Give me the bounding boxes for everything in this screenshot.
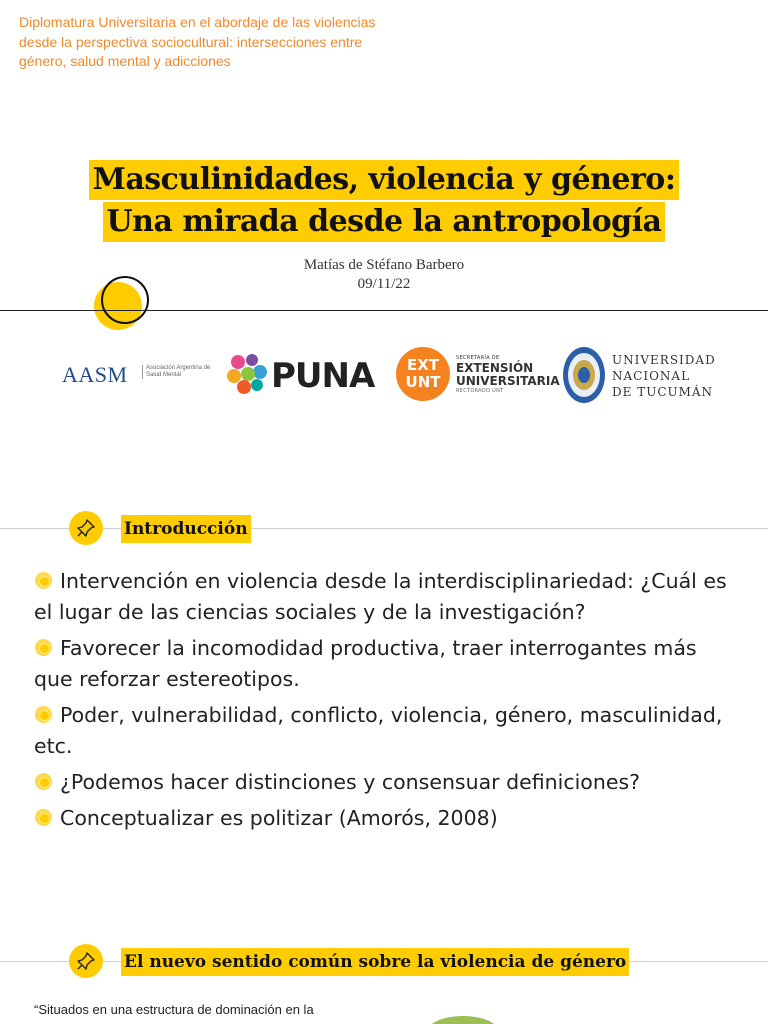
unt-logo: [562, 346, 716, 409]
list-item-text: Poder, vulnerabilidad, conflicto, violencia, género, masculinidad, etc.: [34, 703, 723, 758]
list-item-text: Intervención en violencia desde la interdisciplinariedad: ¿Cuál es el lugar de las ciencias sociales y de la investigación?: [34, 569, 727, 624]
bullet-dot-icon: [35, 639, 52, 656]
page-title: [0, 160, 768, 242]
extension-label-4: RECTORADO UNT: [456, 388, 504, 394]
quote-text: “Situados en una estructura de dominación en la: [34, 1002, 314, 1017]
extension-badge-line-1: EXT: [406, 356, 440, 374]
pin-icon: [69, 511, 103, 545]
list-item: [34, 633, 734, 695]
title-line-1: Masculinidades, violencia y género:: [89, 160, 680, 200]
decorative-circles-icon: [92, 272, 154, 334]
list-item: [34, 767, 734, 798]
extension-badge-line-2: UNT: [405, 373, 441, 391]
title-line-2: Una mirada desde la antropología: [103, 202, 666, 242]
list-item: [34, 803, 734, 834]
university-seal-icon: [562, 346, 606, 404]
aasm-logo-subtitle: Asociación Argentina de Salud Mental: [142, 365, 217, 379]
aasm-logo-text: AASM: [62, 362, 128, 387]
extension-label-3: UNIVERSITARIA: [456, 374, 560, 388]
section-heading-nuevo-sentido-comun: El nuevo sentido común sobre la violencia de género: [121, 948, 629, 976]
bullet-list: [34, 566, 734, 839]
logo-strip: [0, 340, 768, 415]
list-item-text: ¿Podemos hacer distinciones y consensuar definiciones?: [60, 770, 641, 794]
puna-logo: [226, 352, 375, 401]
aasm-logo: [62, 362, 211, 388]
list-item-text: Conceptualizar es politizar (Amorós, 2008): [60, 806, 498, 830]
extension-logo: [396, 347, 560, 401]
bullet-dot-icon: [35, 773, 52, 790]
extension-label: [456, 355, 566, 395]
extension-label-2: EXTENSIÓN: [456, 361, 534, 375]
unt-line-3: DE TUCUMÁN: [612, 385, 714, 399]
course-title: Diplomatura Universitaria en el abordaje de las violencias desde la perspectiva sociocultural: intersecciones entre género, salud mental y adicciones: [19, 14, 376, 69]
puna-logo-text: PUNA: [271, 356, 375, 396]
unt-logo-text: [612, 352, 722, 400]
title-divider: [0, 310, 768, 311]
list-item: [34, 566, 734, 628]
list-item: [34, 700, 734, 762]
pin-icon: [69, 944, 103, 978]
extension-badge: [396, 347, 450, 401]
bullet-dot-icon: [35, 809, 52, 826]
bullet-dot-icon: [35, 572, 52, 589]
unt-line-1: UNIVERSIDAD: [612, 353, 716, 367]
bullet-dot-icon: [35, 706, 52, 723]
list-item-text: Favorecer la incomodidad productiva, traer interrogantes más que reforzar estereotipos.: [34, 636, 697, 691]
author-name: Matías de Stéfano Barbero: [303, 257, 465, 273]
puna-mark-icon: [226, 352, 268, 396]
presentation-date: 09/11/22: [357, 276, 411, 292]
section-heading-introduccion: Introducción: [121, 515, 251, 543]
decorative-green-shape: [428, 1016, 498, 1024]
unt-line-2: NACIONAL: [612, 369, 691, 383]
extension-label-1: SECRETARÍA DE: [456, 355, 500, 361]
section-divider: [0, 528, 768, 529]
